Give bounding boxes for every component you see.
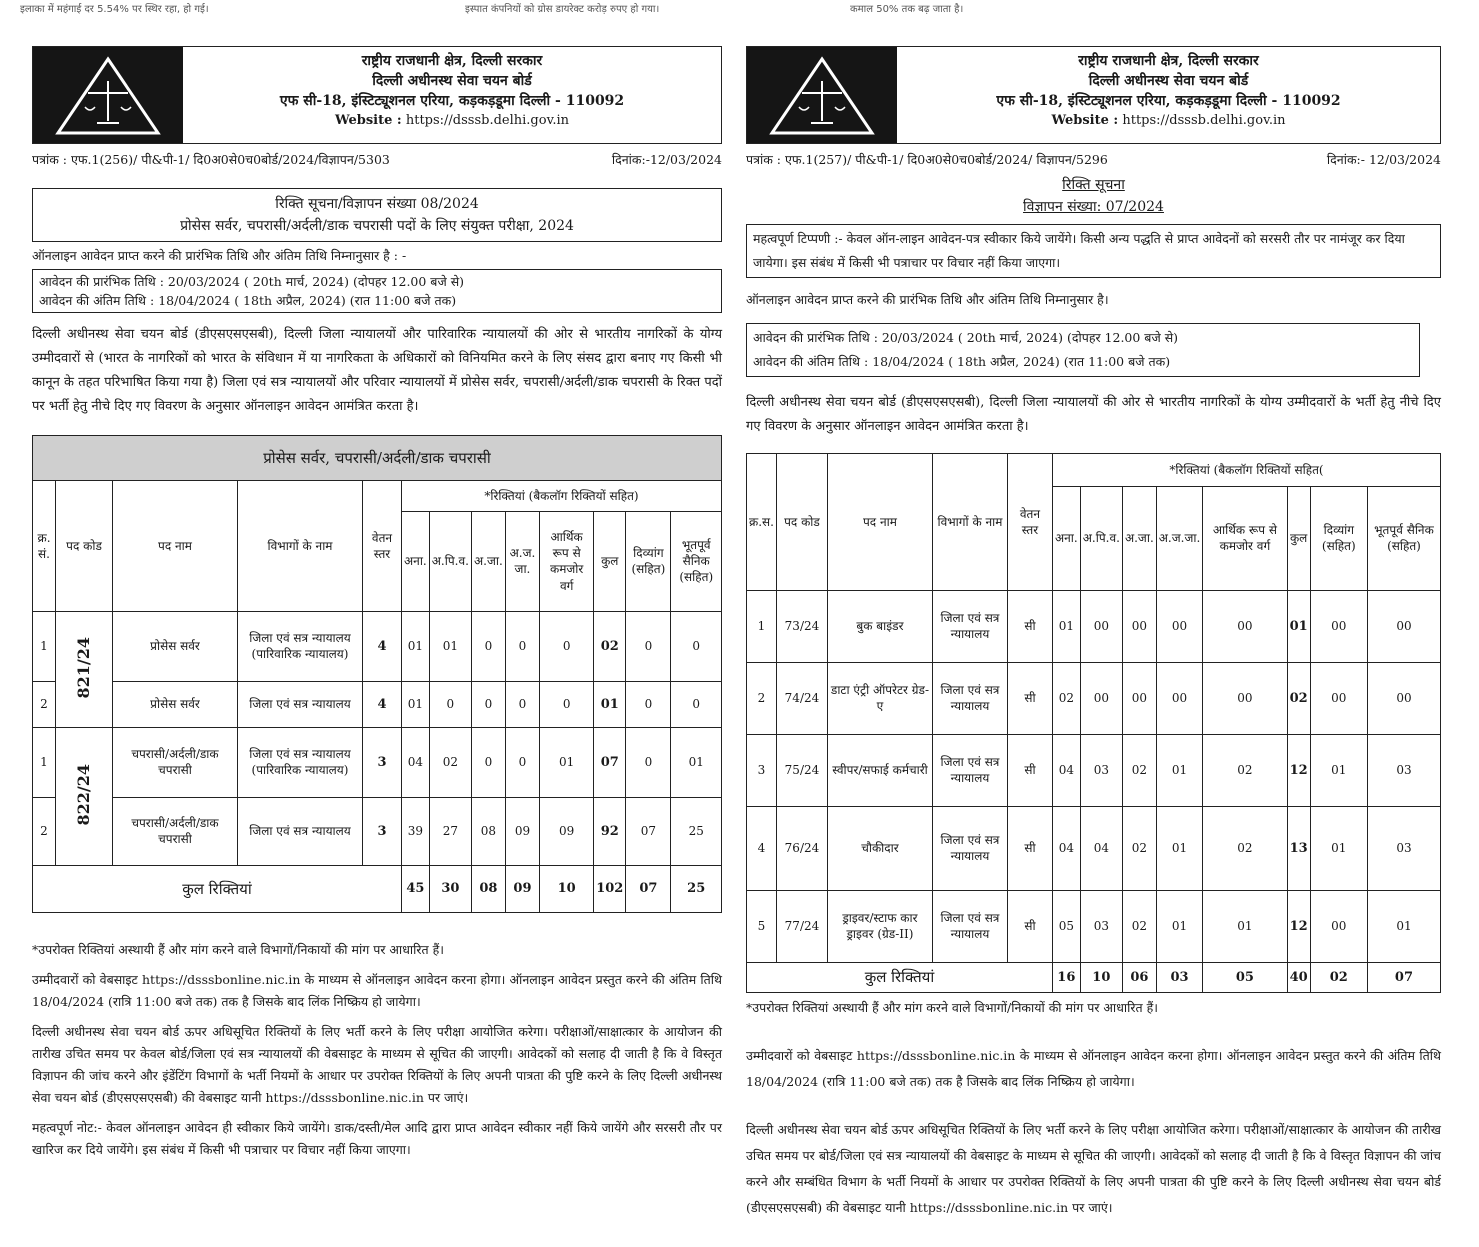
cell-st: 00 [1156,662,1203,734]
th-st: अ.ज.जा. [1156,486,1203,590]
th-exsm: भूतपूर्व सैनिक (सहित) [1367,486,1440,590]
total-all: 102 [594,865,626,912]
cell-sc: 08 [471,797,505,865]
cell-obc: 27 [429,797,471,865]
cell-obc: 0 [429,681,471,727]
cell-dept: जिला एवं सत्र न्यायालय [932,890,1007,962]
cell-post: चपरासी/अर्दली/डाक चपरासी [113,727,238,797]
cell-pwd: 07 [626,797,671,865]
cell-ur: 01 [402,611,430,681]
cell-pay: सी [1007,734,1052,806]
cell-pay: सी [1007,662,1052,734]
top-strip-text-2: इस्पात कंपनियों को ग्रोस डायरेक्ट करोड़ रुपए हो गया। [465,4,660,15]
cell-post: प्रोसेस सर्वर [113,681,238,727]
top-strip-text-1: इलाका में महंगाई दर 5.54% पर स्थिर रहा, हो गई। [20,4,209,15]
cell-sno: 1 [33,611,56,681]
notice-08-2024 [32,46,722,1161]
cell-ews: 09 [540,797,594,865]
header-line-2: दिल्ली अधीनस्थ सेवा चयन बोर्ड [1088,73,1249,89]
th-obc: अ.पि.व. [1080,486,1122,590]
cell-obc: 00 [1080,590,1122,662]
note-temporary: *उपरोक्त रिक्तियां अस्थायी हैं और मांग करने वाले विभागों/निकायों की मांग पर आधारित हैं। [746,999,1158,1015]
th-pay: वेतन स्तर [363,480,402,611]
cell-dept: जिला एवं सत्र न्यायालय [932,806,1007,890]
cell-post: प्रोसेस सर्वर [113,611,238,681]
table-row [747,806,1441,890]
cell-ews: 0 [540,681,594,727]
cell-ur: 04 [1052,806,1080,890]
cell-sc: 0 [471,611,505,681]
cell-total: 02 [594,611,626,681]
cell-total: 13 [1287,806,1310,890]
th-sc: अ.जा. [1122,486,1156,590]
cell-post: ड्राइवर/स्टाफ कार ड्राइवर (ग्रेड-II) [827,890,932,962]
th-exsm: भूतपूर्व सैनिक (सहित) [671,511,722,611]
note-important: महत्वपूर्ण नोट:- केवल ऑनलाइन आवेदन ही स्वीकार किये जायेंगे। डाक/दस्ती/मेल आदि द्वारा प्राप्त आवेदन स्वीकार नहीं किये जायेंगे और सरसरी तौर पर खारिज कर दिये जायेंगे। इस संबंध में किसी भी पत्राचार पर विचार नहीं किया जाएगा। [32,1119,722,1157]
notice-title: रिक्ति सूचना [1062,177,1125,193]
table-row [33,611,722,681]
post-code: 821/24 [74,636,94,699]
cell-sc: 0 [471,681,505,727]
date-start: आवेदन की प्रारंभिक तिथि : 20/03/2024 ( 20th मार्च, 2024) (दोपहर 12.00 बजे से) [753,329,1179,345]
notice-title-box [32,188,722,242]
cell-sno: 2 [33,681,56,727]
cell-code: 73/24 [776,590,827,662]
th-pay: वेतन स्तर [1007,453,1052,590]
cell-code: 74/24 [776,662,827,734]
cell-total: 02 [1287,662,1310,734]
website-label: Website : [1051,113,1119,128]
cell-post: चपरासी/अर्दली/डाक चपरासी [113,797,238,865]
cell-ews: 01 [540,727,594,797]
cell-sno: 1 [33,727,56,797]
date-end: आवेदन की अंतिम तिथि : 18/04/2024 ( 18th अप्रैल, 2024) (रात 11:00 बजे तक) [39,292,457,308]
cell-pay: सी [1007,590,1052,662]
th-vacancy: *रिक्तियां (बैकलॉग रिक्तियों सहित) [402,480,722,511]
cell-ur: 39 [402,797,430,865]
total-sc: 08 [471,865,505,912]
cell-sc: 02 [1122,890,1156,962]
cell-st: 01 [1156,734,1203,806]
total-pwd: 02 [1310,962,1367,992]
cell-sno: 2 [747,662,777,734]
notice-number: विज्ञापन संख्या: 07/2024 [1023,199,1164,215]
cell-pwd: 0 [626,611,671,681]
cell-exsm: 00 [1367,590,1440,662]
top-strip-text-3: कमाल 50% तक बढ़ जाता है। [850,4,964,15]
cell-dept: जिला एवं सत्र न्यायालय [238,797,363,865]
cell-sno: 1 [747,590,777,662]
intro-paragraph: दिल्ली अधीनस्थ सेवा चयन बोर्ड (डीएसएसएसबी), दिल्ली जिला न्यायालयों की ओर से भारतीय नागरिकों के योग्य उम्मीदवारों के भर्ती हेतु नीचे दिए गए विवरण के अनुसार ऑनलाइन आवेदन आमंत्रित करता है। [746,394,1441,434]
th-total: कुल [1287,486,1310,590]
note-apply-online: उम्मीदवारों को वेबसाइट https://dsssbonline.nic.in के माध्यम से ऑनलाइन आवेदन करना होगा। ऑनलाइन आवेदन प्रस्तुत करने की अंतिम तिथि 18/04/2024 (रात्रि 11:00 बजे तक) तक है जिसके बाद लिंक निष्क्रिय हो जायेगा। [32,971,722,1009]
cell-sc: 02 [1122,806,1156,890]
th-st: अ.ज. जा. [505,511,539,611]
cell-sno: 3 [747,734,777,806]
cell-st: 01 [1156,806,1203,890]
header-line-2: दिल्ली अधीनस्थ सेवा चयन बोर्ड [372,73,532,89]
cell-exsm: 03 [1367,806,1440,890]
total-st: 09 [505,865,539,912]
cell-ews: 01 [1203,890,1287,962]
cell-pwd: 01 [1310,806,1367,890]
cell-pwd: 01 [1310,734,1367,806]
total-obc: 30 [429,865,471,912]
cell-pwd: 00 [1310,890,1367,962]
total-exsm: 25 [671,865,722,912]
cell-exsm: 25 [671,797,722,865]
newspaper-top-strip [0,0,1479,22]
dates-box [32,269,722,313]
cell-st: 0 [505,611,539,681]
cell-pwd: 00 [1310,662,1367,734]
cell-pwd: 00 [1310,590,1367,662]
cell-dept: जिला एवं सत्र न्यायालय [932,590,1007,662]
th-dept: विभागों के नाम [238,480,363,611]
th-total: कुल [594,511,626,611]
table-row [33,681,722,727]
intro-paragraph: दिल्ली अधीनस्थ सेवा चयन बोर्ड (डीएसएसएसबी), दिल्ली जिला न्यायालयों और पारिवारिक न्यायालयों की ओर से भारतीय नागरिकों के योग्य उम्मीदवारों से (भारत के नागरिकों को भारत के संविधान में या नागरिकता के अधिकारों को विनियमित करने के लिए संसद द्वारा बनाए गए किसी भी कानून के तहत परिभाषित किया गया है) जिला एवं सत्र न्यायालयों और परिवार न्यायालयों में प्रोसेस सर्वर, चपरासी/अर्दली/डाक चपरासी के रिक्त पदों पर भर्ती हेतु नीचे दिए गए विवरण के अनुसार ऑनलाइन आवेदन आमंत्रित करता है। [32,326,722,414]
header-website [183,111,721,131]
cell-obc: 02 [429,727,471,797]
th-code: पद कोड [776,453,827,590]
th-ews: आर्थिक रूप से कमजोर वर्ग [1203,486,1287,590]
th-code: पद कोड [56,480,113,611]
cell-total: 01 [1287,590,1310,662]
dsssb-logo-icon [747,47,897,143]
ref-date: दिनांक:-12/03/2024 [611,152,722,167]
th-ur: अना. [1052,486,1080,590]
cell-pay: 3 [363,727,402,797]
dsssb-header [32,46,722,144]
total-label: कुल रिक्तियां [747,962,1053,992]
total-sc: 06 [1122,962,1156,992]
ref-number: पत्रांक : एफ.1(257)/ पी&पी-1/ दि0अ0से0च0बोर्ड/2024/ विज्ञापन/5296 [746,152,1108,167]
th-post: पद नाम [827,453,932,590]
cell-sno: 4 [747,806,777,890]
cell-total: 07 [594,727,626,797]
cell-dept: जिला एवं सत्र न्यायालय (पारिवारिक न्यायालय) [238,727,363,797]
th-vacancy: *रिक्तियां (बैकलॉग रिक्तियों सहित( [1052,453,1440,486]
cell-dept: जिला एवं सत्र न्यायालय [932,662,1007,734]
cell-obc: 04 [1080,806,1122,890]
cell-sno: 2 [33,797,56,865]
dates-intro: ऑनलाइन आवेदन प्राप्त करने की प्रारंभिक तिथि और अंतिम तिथि निम्नानुसार है। [746,292,1109,307]
total-ur: 16 [1052,962,1080,992]
table-row [747,890,1441,962]
total-exsm: 07 [1367,962,1440,992]
cell-st: 0 [505,681,539,727]
notice-subtitle: प्रोसेस सर्वर, चपरासी/अर्दली/डाक चपरासी पदों के लिए संयुक्त परीक्षा, 2024 [180,218,574,234]
website-link[interactable]: https://dsssb.delhi.gov.in [1122,113,1286,128]
cell-exsm: 03 [1367,734,1440,806]
cell-exsm: 0 [671,681,722,727]
cell-ews: 00 [1203,662,1287,734]
cell-ews: 02 [1203,806,1287,890]
header-line-3: एफ सी-18, इंस्टिट्यूशनल एरिया, कड़कड़डूमा दिल्ली - 110092 [279,93,625,109]
cell-st: 01 [1156,890,1203,962]
dsssb-logo-icon [33,47,183,143]
cell-total: 92 [594,797,626,865]
date-end: आवेदन की अंतिम तिथि : 18/04/2024 ( 18th अप्रैल, 2024) (रात 11:00 बजे तक) [753,353,1171,369]
vacancy-table [746,453,1441,993]
cell-sc: 00 [1122,590,1156,662]
cell-pay: 4 [363,681,402,727]
note-temporary: *उपरोक्त रिक्तियां अस्थायी हैं और मांग करने वाले विभागों/निकायों की मांग पर आधारित हैं। [32,941,444,957]
post-code-cell [56,727,113,865]
cell-ews: 02 [1203,734,1287,806]
website-link[interactable]: https://dsssb.delhi.gov.in [405,113,570,128]
cell-total: 01 [594,681,626,727]
total-label: कुल रिक्तियां [33,865,402,912]
dates-intro: ऑनलाइन आवेदन प्राप्त करने की प्रारंभिक तिथि और अंतिम तिथि निम्नानुसार है : - [32,248,407,263]
header-line-3: एफ सी-18, इंस्टिट्यूशनल एरिया, कड़कड़डूमा दिल्ली - 110092 [996,93,1341,109]
vacancy-table [32,435,722,913]
cell-post: चौकीदार [827,806,932,890]
cell-sno: 5 [747,890,777,962]
table-row [747,734,1441,806]
th-sno: क्र. सं. [33,480,56,611]
cell-code: 76/24 [776,806,827,890]
th-sno: क्र.स. [747,453,777,590]
cell-obc: 03 [1080,890,1122,962]
cell-st: 0 [505,727,539,797]
cell-exsm: 01 [1367,890,1440,962]
cell-ur: 04 [402,727,430,797]
cell-ur: 05 [1052,890,1080,962]
cell-dept: जिला एवं सत्र न्यायालय [932,734,1007,806]
cell-post: स्वीपर/सफाई कर्मचारी [827,734,932,806]
note-apply-online: उम्मीदवारों को वेबसाइट https://dsssbonline.nic.in के माध्यम से ऑनलाइन आवेदन करना होगा। ऑनलाइन आवेदन प्रस्तुत करने की अंतिम तिथि 18/04/2024 (रात्रि 11:00 बजे तक) तक है जिसके बाद लिंक निष्क्रिय हो जायेगा। [746,1047,1441,1089]
th-ews: आर्थिक रूप से कमजोर वर्ग [540,511,594,611]
cell-pwd: 0 [626,727,671,797]
notice-07-2024 [746,46,1441,1221]
cell-sc: 0 [471,727,505,797]
total-st: 03 [1156,962,1203,992]
cell-ews: 00 [1203,590,1287,662]
cell-exsm: 01 [671,727,722,797]
cell-ews: 0 [540,611,594,681]
dates-box [746,323,1420,377]
ref-number: पत्रांक : एफ.1(256)/ पी&पी-1/ दि0अ0से0च0बोर्ड/2024/विज्ञापन/5303 [32,152,390,167]
cell-code: 77/24 [776,890,827,962]
table-row [747,662,1441,734]
cell-obc: 01 [429,611,471,681]
total-row [33,865,722,912]
cell-post: बुक बाइंडर [827,590,932,662]
th-pwd: दिव्यांग (सहित) [626,511,671,611]
th-post: पद नाम [113,480,238,611]
cell-exsm: 0 [671,611,722,681]
total-obc: 10 [1080,962,1122,992]
cell-st: 00 [1156,590,1203,662]
th-pwd: दिव्यांग (सहित) [1310,486,1367,590]
cell-dept: जिला एवं सत्र न्यायालय [238,681,363,727]
cell-exsm: 00 [1367,662,1440,734]
cell-pay: सी [1007,890,1052,962]
cell-ur: 01 [1052,590,1080,662]
cell-obc: 00 [1080,662,1122,734]
post-code-cell [56,611,113,727]
cell-obc: 03 [1080,734,1122,806]
table-row [747,590,1441,662]
cell-pay: 3 [363,797,402,865]
header-line-1: राष्ट्रीय राजधानी क्षेत्र, दिल्ली सरकार [1078,53,1259,69]
th-sc: अ.जा. [471,511,505,611]
cell-ur: 01 [402,681,430,727]
cell-sc: 02 [1122,734,1156,806]
cell-post: डाटा एंट्री ऑपरेटर ग्रेड-ए [827,662,932,734]
table-title: प्रोसेस सर्वर, चपरासी/अर्दली/डाक चपरासी [33,435,722,480]
website-label: Website : [334,113,402,128]
header-line-1: राष्ट्रीय राजधानी क्षेत्र, दिल्ली सरकार [361,53,543,69]
cell-ur: 02 [1052,662,1080,734]
post-code: 822/24 [74,763,94,826]
total-row [747,962,1441,992]
cell-total: 12 [1287,734,1310,806]
total-pwd: 07 [626,865,671,912]
cell-ur: 04 [1052,734,1080,806]
dsssb-header [746,46,1441,144]
total-ur: 45 [402,865,430,912]
table-row [33,727,722,797]
th-dept: विभागों के नाम [932,453,1007,590]
table-row [33,797,722,865]
cell-total: 12 [1287,890,1310,962]
cell-pay: 4 [363,611,402,681]
header-website [897,111,1440,131]
ref-date: दिनांक:- 12/03/2024 [1326,152,1441,167]
important-note-box: महत्वपूर्ण टिप्पणी :- केवल ऑन-लाइन आवेदन-पत्र स्वीकार किये जायेंगे। किसी अन्य पद्धति से प्राप्त आवेदनों को सरसरी तौर पर नामंजूर कर दिया जायेगा। इस संबंध में किसी भी पत्राचार पर विचार नहीं किया जाएगा। [746,224,1441,278]
total-all: 40 [1287,962,1310,992]
note-exam: दिल्ली अधीनस्थ सेवा चयन बोर्ड ऊपर अधिसूचित रिक्तियों के लिए भर्ती करने के लिए परीक्षा आयोजित करेगा। परीक्षाओं/साक्षात्कार के आयोजन की तारीख उचित समय पर बोर्ड/जिला एवं सत्र न्यायालयों की वेबसाइट के माध्यम से सूचित की जाएगी। आवेदकों को सलाह दी जाती है कि वे विस्तृत विज्ञापन की जांच करने और सम्बंधित विभाग के भर्ती नियमों के आधार पर उपरोक्त रिक्तियों के लिए अपनी पात्रता की पुष्टि करने के लिए दिल्ली अधीनस्थ सेवा चयन बोर्ड (डीएसएसएसबी) की वेबसाइट यानी https://dsssbonline.nic.in पर जाएं। [746,1121,1441,1215]
cell-st: 09 [505,797,539,865]
notice-title: रिक्ति सूचना/विज्ञापन संख्या 08/2024 [275,196,479,212]
cell-pay: सी [1007,806,1052,890]
cell-sc: 00 [1122,662,1156,734]
th-ur: अना. [402,511,430,611]
cell-pwd: 0 [626,681,671,727]
total-ews: 10 [540,865,594,912]
note-exam: दिल्ली अधीनस्थ सेवा चयन बोर्ड ऊपर अधिसूचित रिक्तियों के लिए भर्ती करने के लिए परीक्षा आयोजित करेगा। परीक्षाओं/साक्षात्कार के आयोजन की तारीख उचित समय पर केवल बोर्ड/जिला एवं सत्र न्यायालयों की वेबसाइट के माध्यम से सूचित की जाएगी। आवेदकों को सलाह दी जाती है कि वे विस्तृत विज्ञापन की जांच करने और इंडेंटिंग विभागों के भर्ती नियमों के आधार पर उपरोक्त रिक्तियों के लिए अपनी पात्रता की पुष्टि करने के लिए दिल्ली अधीनस्थ सेवा चयन बोर्ड (डीएसएसएसबी) की वेबसाइट यानी https://dsssbonline.nic.in पर जाएं। [32,1023,722,1105]
th-obc: अ.पि.व. [429,511,471,611]
cell-code: 75/24 [776,734,827,806]
cell-dept: जिला एवं सत्र न्यायालय (पारिवारिक न्यायालय) [238,611,363,681]
total-ews: 05 [1203,962,1287,992]
date-start: आवेदन की प्रारंभिक तिथि : 20/03/2024 ( 20th मार्च, 2024) (दोपहर 12.00 बजे से) [39,273,465,289]
